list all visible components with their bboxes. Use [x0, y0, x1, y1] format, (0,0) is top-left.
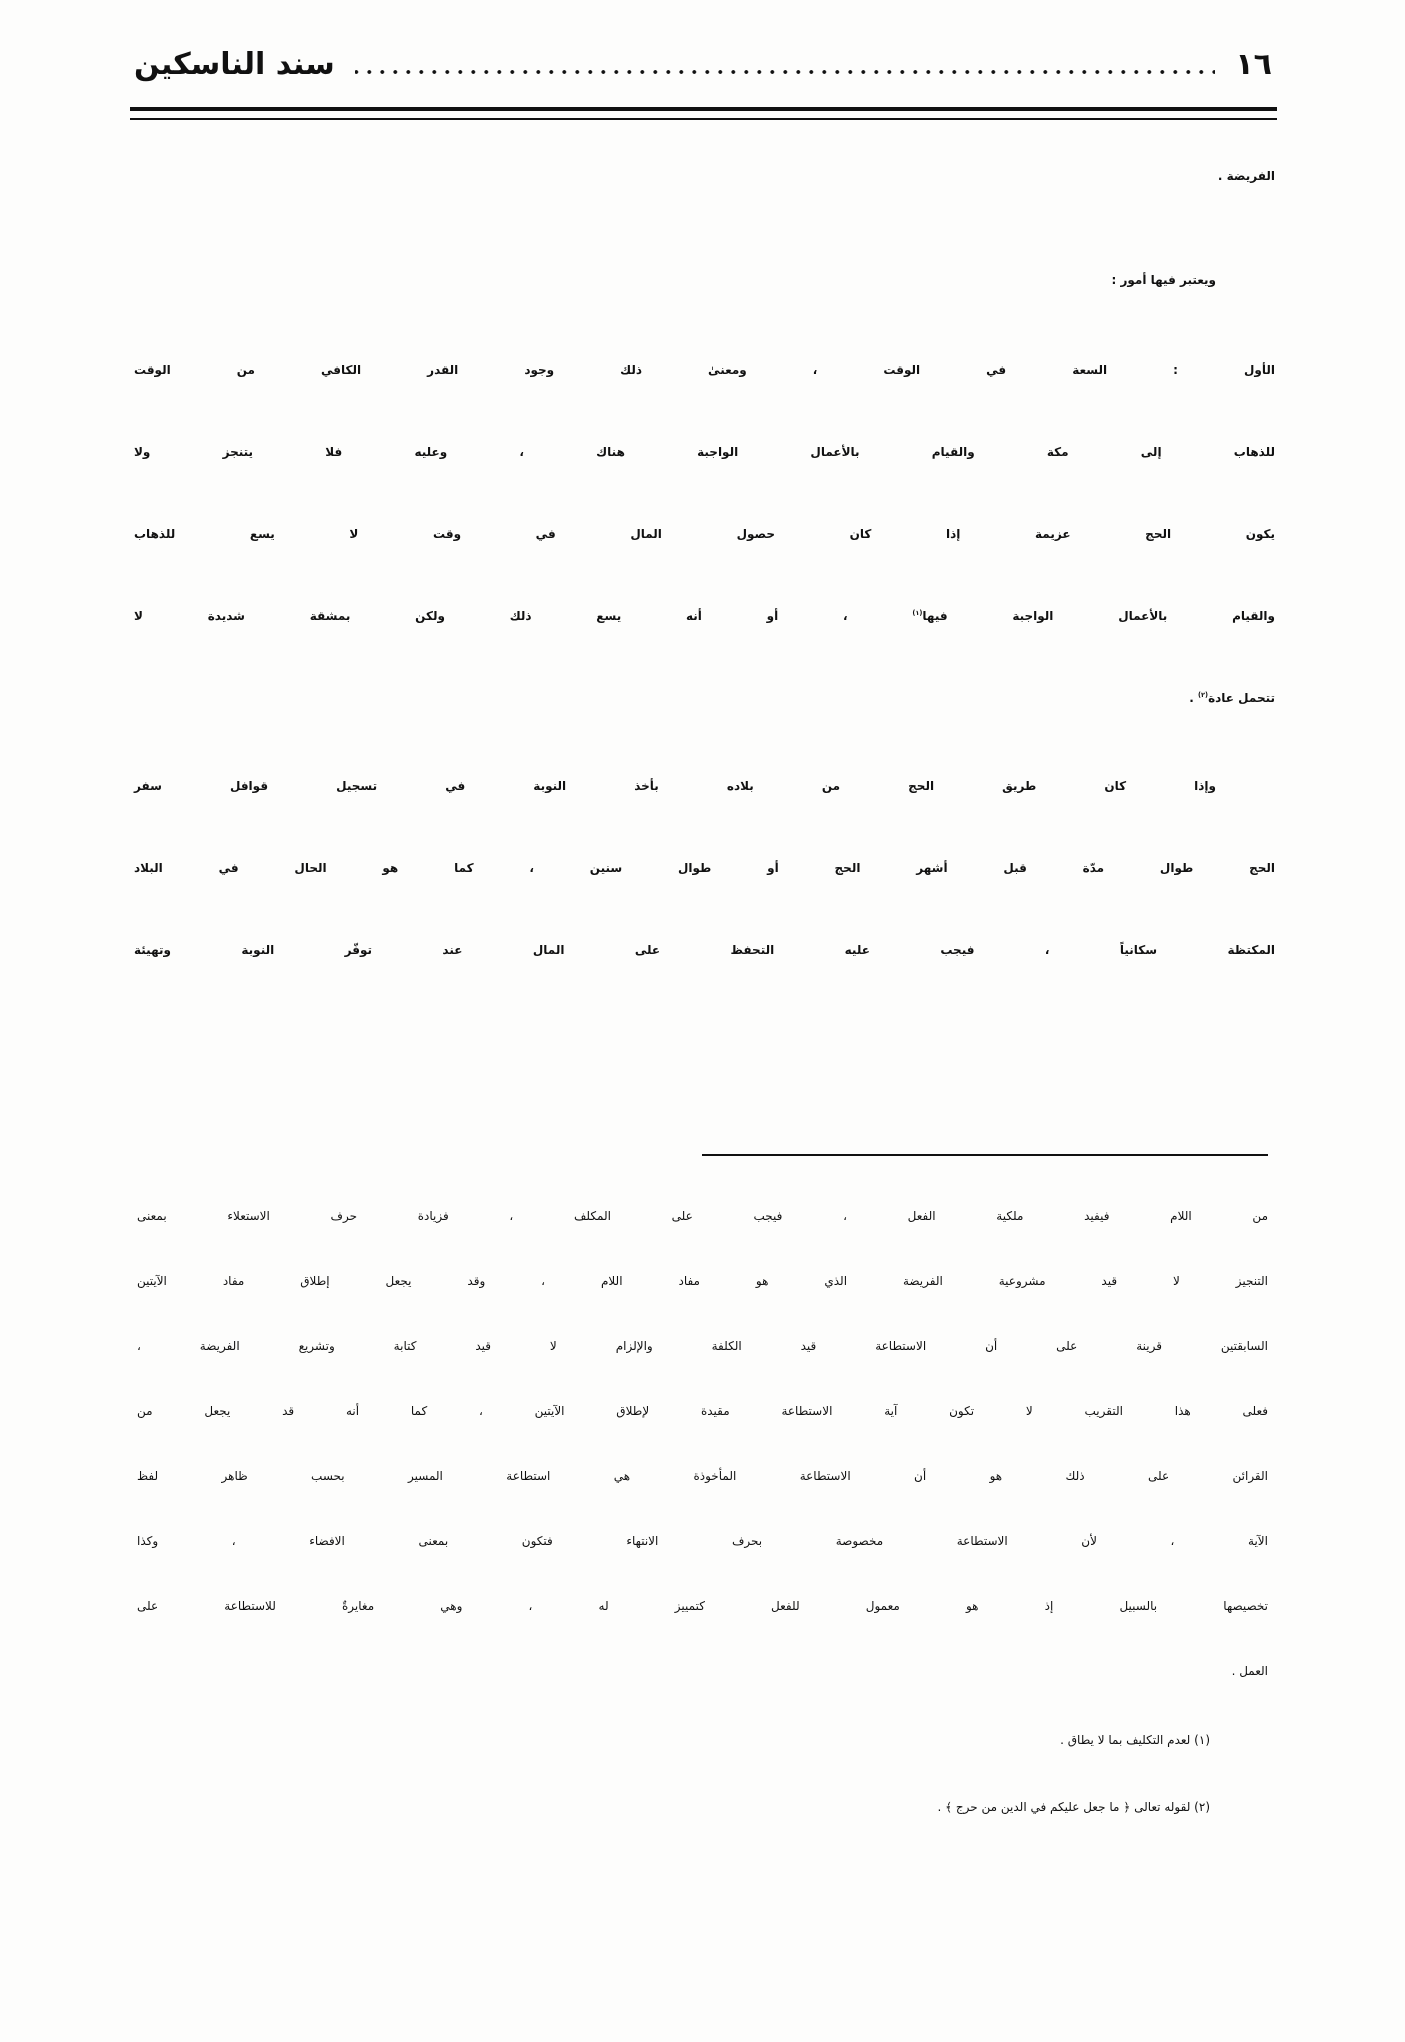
- paragraph-2-line-2: الحج طوال مدّة قبل أشهر الحج أو طوال سنين ، كما هو الحال في البلاد: [134, 861, 1275, 875]
- running-header: [134, 40, 1272, 90]
- footnote-continuation-line: فعلى هذا التقريب لا تكون آية الاستطاعة مقيدة لإطلاق الآيتين ، كما أنه قد يجعل من: [137, 1404, 1268, 1418]
- footnote-continuation-line: السابقتين قرينة على أن الاستطاعة قيد الكلفة والإلزام لا قيد كتابة وتشريع الفريضة ،: [137, 1339, 1268, 1353]
- book-title: سند الناسكين: [134, 47, 335, 82]
- opening-line: الفريضة .: [1217, 169, 1275, 183]
- line-text: .: [1189, 691, 1198, 705]
- line-text: والقيام بالأعمال الواجبة فيها: [922, 609, 1275, 623]
- footnote-continuation-line: العمل .: [1231, 1664, 1268, 1678]
- header-rule-thin: [130, 118, 1277, 120]
- footnote-text: لعدم التكليف بما لا يطاق .: [1060, 1733, 1191, 1747]
- footnote-text: لقوله تعالى ﴿ ما جعل عليكم في الدين من حرج ﴾ .: [937, 1800, 1191, 1814]
- footnote-marker: (٢): [1194, 1800, 1210, 1814]
- paragraph-2-line-3: المكتظة سكانياً ، فيجب عليه التحفظ على المال عند توفّر النوبة وتهيئة: [134, 943, 1275, 957]
- line-text: تتحمل عادة: [1208, 691, 1275, 705]
- paragraph-1-line-5: [134, 657, 1275, 739]
- footnote-continuation-line: التنجيز لا قيد مشروعية الفريضة الذي هو مفاد اللام ، وقد يجعل إطلاق مفاد الآيتين: [137, 1274, 1268, 1288]
- footnote-continuation-line: القرائن على ذلك هو أن الاستطاعة المأخوذة هي استطاعة المسير بحسب ظاهر لفظ: [137, 1469, 1268, 1483]
- line-text: ، أو أنه يسع ذلك ولكن بمشقة شديدة لا: [134, 609, 913, 623]
- section-label-first: الأول: [1244, 363, 1275, 377]
- paragraph-1-line-4: [134, 575, 1275, 657]
- footnote-2: [137, 1775, 1268, 1840]
- line-text: : السعة في الوقت ، ومعنىٰ ذلك وجود القدر الكافي من الوقت: [134, 363, 1244, 377]
- header-rule-thick: [130, 107, 1277, 111]
- footnote-1: [137, 1708, 1268, 1773]
- footnote-continuation-line: من اللام فيفيد ملكية الفعل ، فيجب على المكلف ، فزيادة حرف الاستعلاء بمعنى: [137, 1209, 1268, 1223]
- main-text: [134, 135, 1275, 991]
- paragraph-2-line-1: وإذا كان طريق الحج من بلاده بأخذ النوبة في تسجيل قوافل سفر: [134, 779, 1216, 793]
- footnote-marker: (١): [1194, 1733, 1210, 1747]
- paragraph-1-line-2: للذهاب إلى مكة والقيام بالأعمال الواجبة هناك ، وعليه فلا يتنجز ولا: [134, 445, 1275, 459]
- footnotes: [137, 1184, 1268, 1840]
- dotted-leader: [355, 69, 1216, 75]
- paragraph-1-line-1: [134, 329, 1275, 411]
- footnote-continuation-line: الآية ، لأن الاستطاعة مخصوصة بحرف الانتهاء فتكون بمعنى الافضاء ، وكذا: [137, 1534, 1268, 1548]
- footnote-continuation-line: تخصيصها بالسبيل إذ هو معمول للفعل كتمييز له ، وهي مغايرةٌ للاستطاعة على: [137, 1599, 1268, 1613]
- page-number: ١٦: [1235, 47, 1272, 82]
- paragraph-1-line-3: يكون الحج عزيمة إذا كان حصول المال في وقت لا يسع للذهاب: [134, 527, 1275, 541]
- footnote-ref-2: (٢): [1198, 691, 1209, 699]
- footnote-ref-1: (١): [912, 609, 923, 617]
- intro-line: ويعتبر فيها أمور :: [1111, 273, 1216, 287]
- footnote-separator: [702, 1154, 1268, 1156]
